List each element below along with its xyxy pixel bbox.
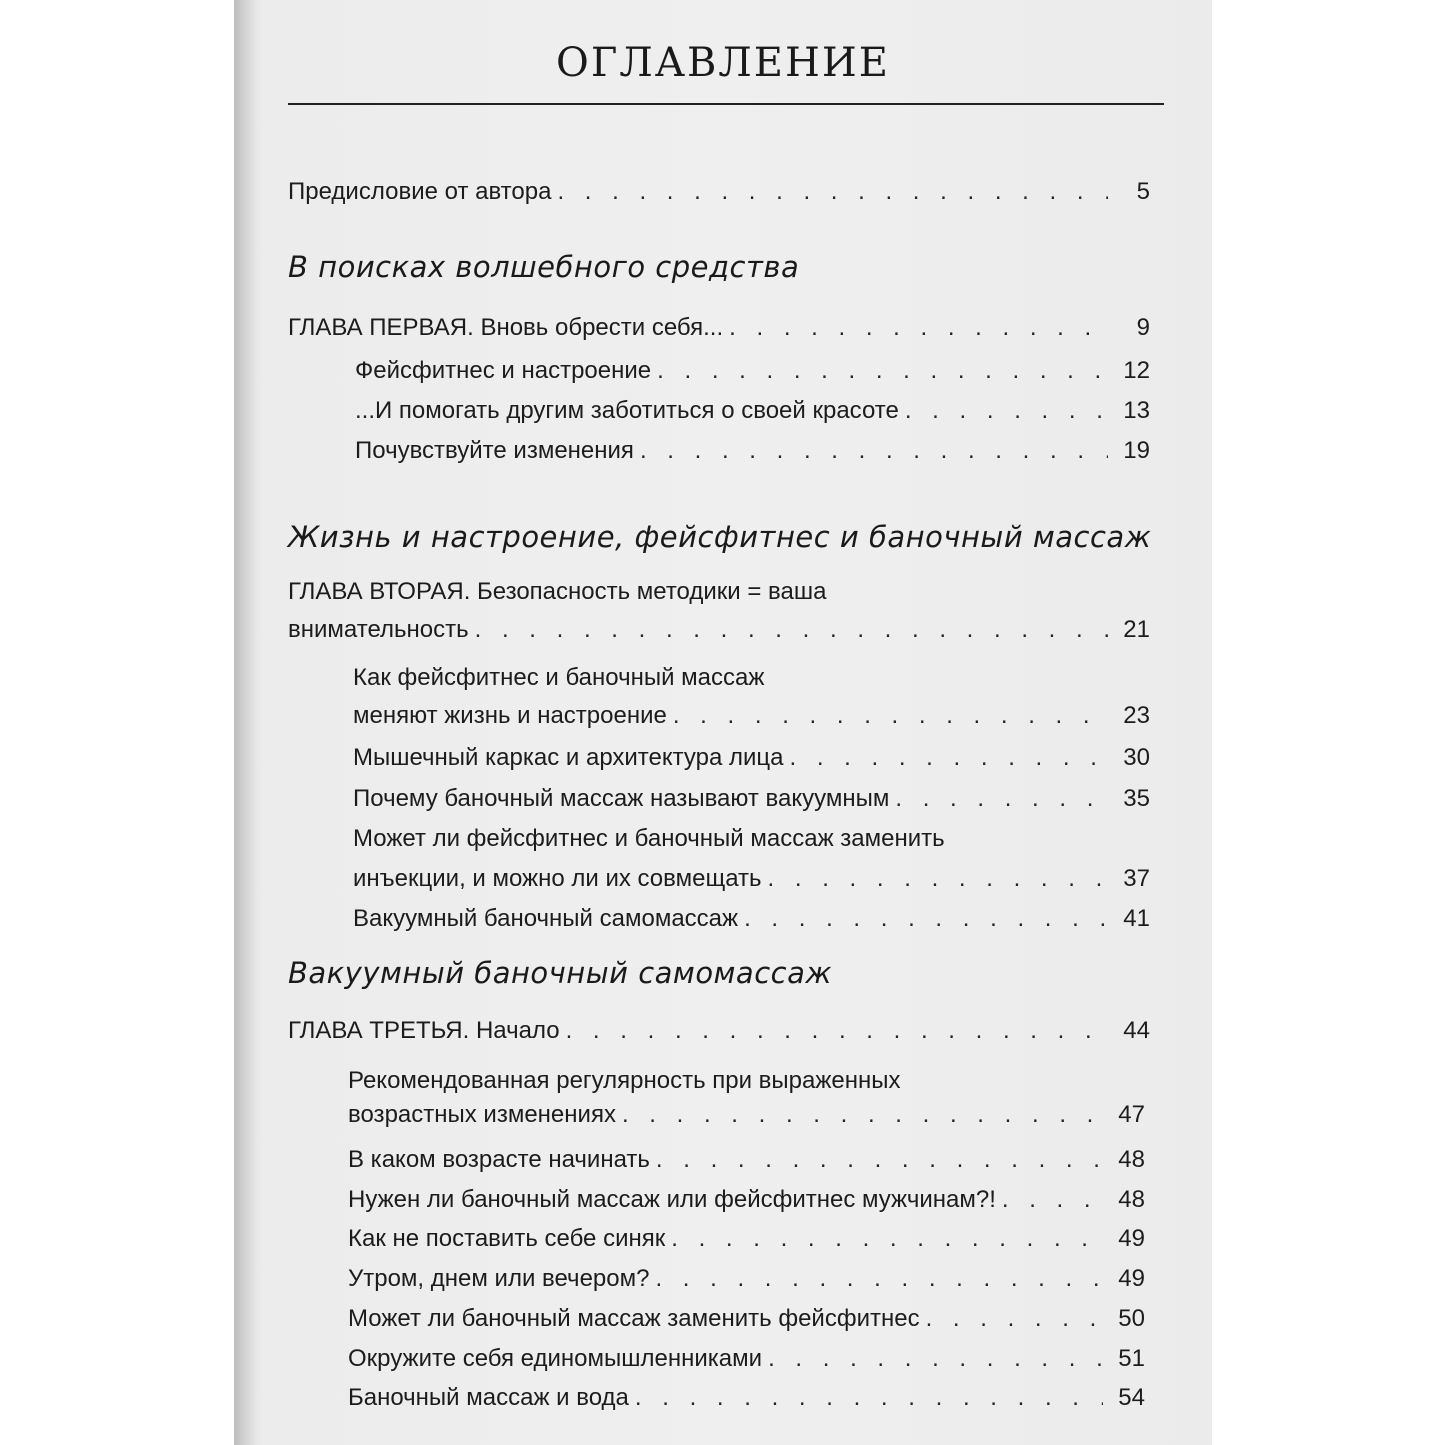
toc-entry <box>348 1067 1145 1129</box>
leader-dots <box>744 905 1108 933</box>
toc-entry-text-line-2: возрастных изменениях <box>348 1101 616 1128</box>
toc-entry-text: ГЛАВА ПЕРВАЯ. Вновь обрести себя... <box>288 314 724 341</box>
toc-entry <box>348 1225 1145 1253</box>
toc-page-number: 54 <box>1118 1384 1145 1411</box>
toc-entry-text: ГЛАВА ТРЕТЬЯ. Начало <box>288 1017 560 1044</box>
leader-dots <box>926 1305 1103 1333</box>
title-divider <box>288 103 1164 105</box>
leader-dots <box>657 357 1108 385</box>
toc-entry-text-line-2: инъекции, и можно ли их совмещать <box>353 865 762 892</box>
leader-dots <box>656 1146 1103 1174</box>
gutter-shadow <box>234 0 256 1445</box>
toc-entry-preface <box>288 178 1150 206</box>
toc-page-number: 5 <box>1136 178 1150 205</box>
toc-entry-text-line-2: внимательность <box>288 616 469 643</box>
toc-entry <box>348 1146 1145 1174</box>
toc-page-number: 21 <box>1123 616 1150 643</box>
leader-dots <box>475 616 1108 644</box>
toc-entry-chapter-1 <box>288 314 1150 342</box>
toc-entry-text: Окружите себя единомышленниками <box>348 1345 763 1372</box>
toc-entry-text: Баночный массаж и вода <box>348 1384 629 1411</box>
leader-dots <box>640 437 1108 465</box>
leader-dots <box>566 1017 1108 1045</box>
toc-entry <box>348 1305 1145 1333</box>
section-heading-1: В поисках волшебного средства <box>288 250 800 284</box>
toc-entry-text-line-1: Может ли фейсфитнес и баночный массаж заменить <box>353 825 945 852</box>
toc-entry-text: Как не поставить себе синяк <box>348 1225 666 1252</box>
toc-entry-text: Фейсфитнес и настроение <box>355 357 652 384</box>
toc-entry <box>355 437 1150 465</box>
toc-page-number: 9 <box>1136 314 1150 341</box>
toc-entry-text: Утром, днем или вечером? <box>348 1265 650 1292</box>
leader-dots <box>895 785 1108 813</box>
toc-page-number: 48 <box>1118 1146 1145 1173</box>
toc-page-number: 13 <box>1123 397 1150 424</box>
leader-dots <box>557 178 1108 206</box>
toc-page-number: 37 <box>1123 865 1150 892</box>
toc-page-number: 30 <box>1123 744 1150 771</box>
toc-entry-chapter-2 <box>288 578 1150 644</box>
toc-entry-text: Почему баночный массаж называют вакуумным <box>353 785 890 812</box>
toc-entry <box>353 664 1150 730</box>
toc-page-number: 48 <box>1118 1186 1145 1213</box>
toc-page-number: 41 <box>1123 905 1150 932</box>
leader-dots <box>1002 1186 1103 1214</box>
toc-entry-text: Мышечный каркас и архитектура лица <box>353 744 784 771</box>
toc-entry-text-line-2: меняют жизнь и настроение <box>353 702 667 729</box>
toc-entry <box>353 785 1150 813</box>
leader-dots <box>655 1265 1103 1293</box>
toc-page-number: 51 <box>1118 1345 1145 1372</box>
leader-dots <box>671 1225 1103 1253</box>
page-title: ОГЛАВЛЕНИЕ <box>556 40 890 86</box>
toc-entry-text-line-1: ГЛАВА ВТОРАЯ. Безопасность методики = ваша <box>288 578 827 605</box>
toc-page-number: 19 <box>1123 437 1150 464</box>
toc-entry-text: Вакуумный баночный самомассаж <box>353 905 739 932</box>
section-heading-3: Вакуумный баночный самомассаж <box>288 956 832 990</box>
toc-entry-text: Нужен ли баночный массаж или фейсфитнес мужчинам?! <box>348 1186 996 1213</box>
toc-entry-text: ...И помогать другим заботиться о своей красоте <box>355 397 899 424</box>
toc-page-number: 35 <box>1123 785 1150 812</box>
toc-page-number: 49 <box>1118 1225 1145 1252</box>
leader-dots <box>635 1384 1103 1412</box>
toc-entry-text: Может ли баночный массаж заменить фейсфитнес <box>348 1305 920 1332</box>
leader-dots <box>622 1101 1103 1129</box>
toc-entry <box>355 357 1150 385</box>
section-heading-2: Жизнь и настроение, фейсфитнес и баночный массаж <box>288 520 1152 554</box>
toc-page-number: 44 <box>1123 1017 1150 1044</box>
toc-page-number: 47 <box>1118 1101 1145 1128</box>
toc-entry <box>348 1384 1145 1412</box>
toc-entry <box>348 1345 1145 1373</box>
toc-entry-text-line-1: Как фейсфитнес и баночный массаж <box>353 664 765 691</box>
toc-entry <box>355 397 1150 425</box>
toc-entry-text: В каком возрасте начинать <box>348 1146 650 1173</box>
toc-entry-text-line-1: Рекомендованная регулярность при выраженных <box>348 1067 901 1094</box>
leader-dots <box>673 702 1108 730</box>
toc-entry-text: Почувствуйте изменения <box>355 437 634 464</box>
leader-dots <box>768 865 1108 893</box>
book-page <box>234 0 1212 1445</box>
toc-entry <box>348 1186 1145 1214</box>
toc-page-number: 49 <box>1118 1265 1145 1292</box>
toc-entry-chapter-3 <box>288 1017 1150 1045</box>
leader-dots <box>768 1345 1103 1373</box>
toc-entry <box>353 744 1150 772</box>
toc-page-number: 12 <box>1123 357 1150 384</box>
toc-page-number: 50 <box>1118 1305 1145 1332</box>
leader-dots <box>905 397 1108 425</box>
toc-entry <box>348 1265 1145 1293</box>
leader-dots <box>790 744 1109 772</box>
toc-entry-text: Предисловие от автора <box>288 178 552 205</box>
toc-entry <box>353 825 1150 893</box>
leader-dots <box>729 314 1108 342</box>
toc-page-number: 23 <box>1123 702 1150 729</box>
toc-entry <box>353 905 1150 933</box>
